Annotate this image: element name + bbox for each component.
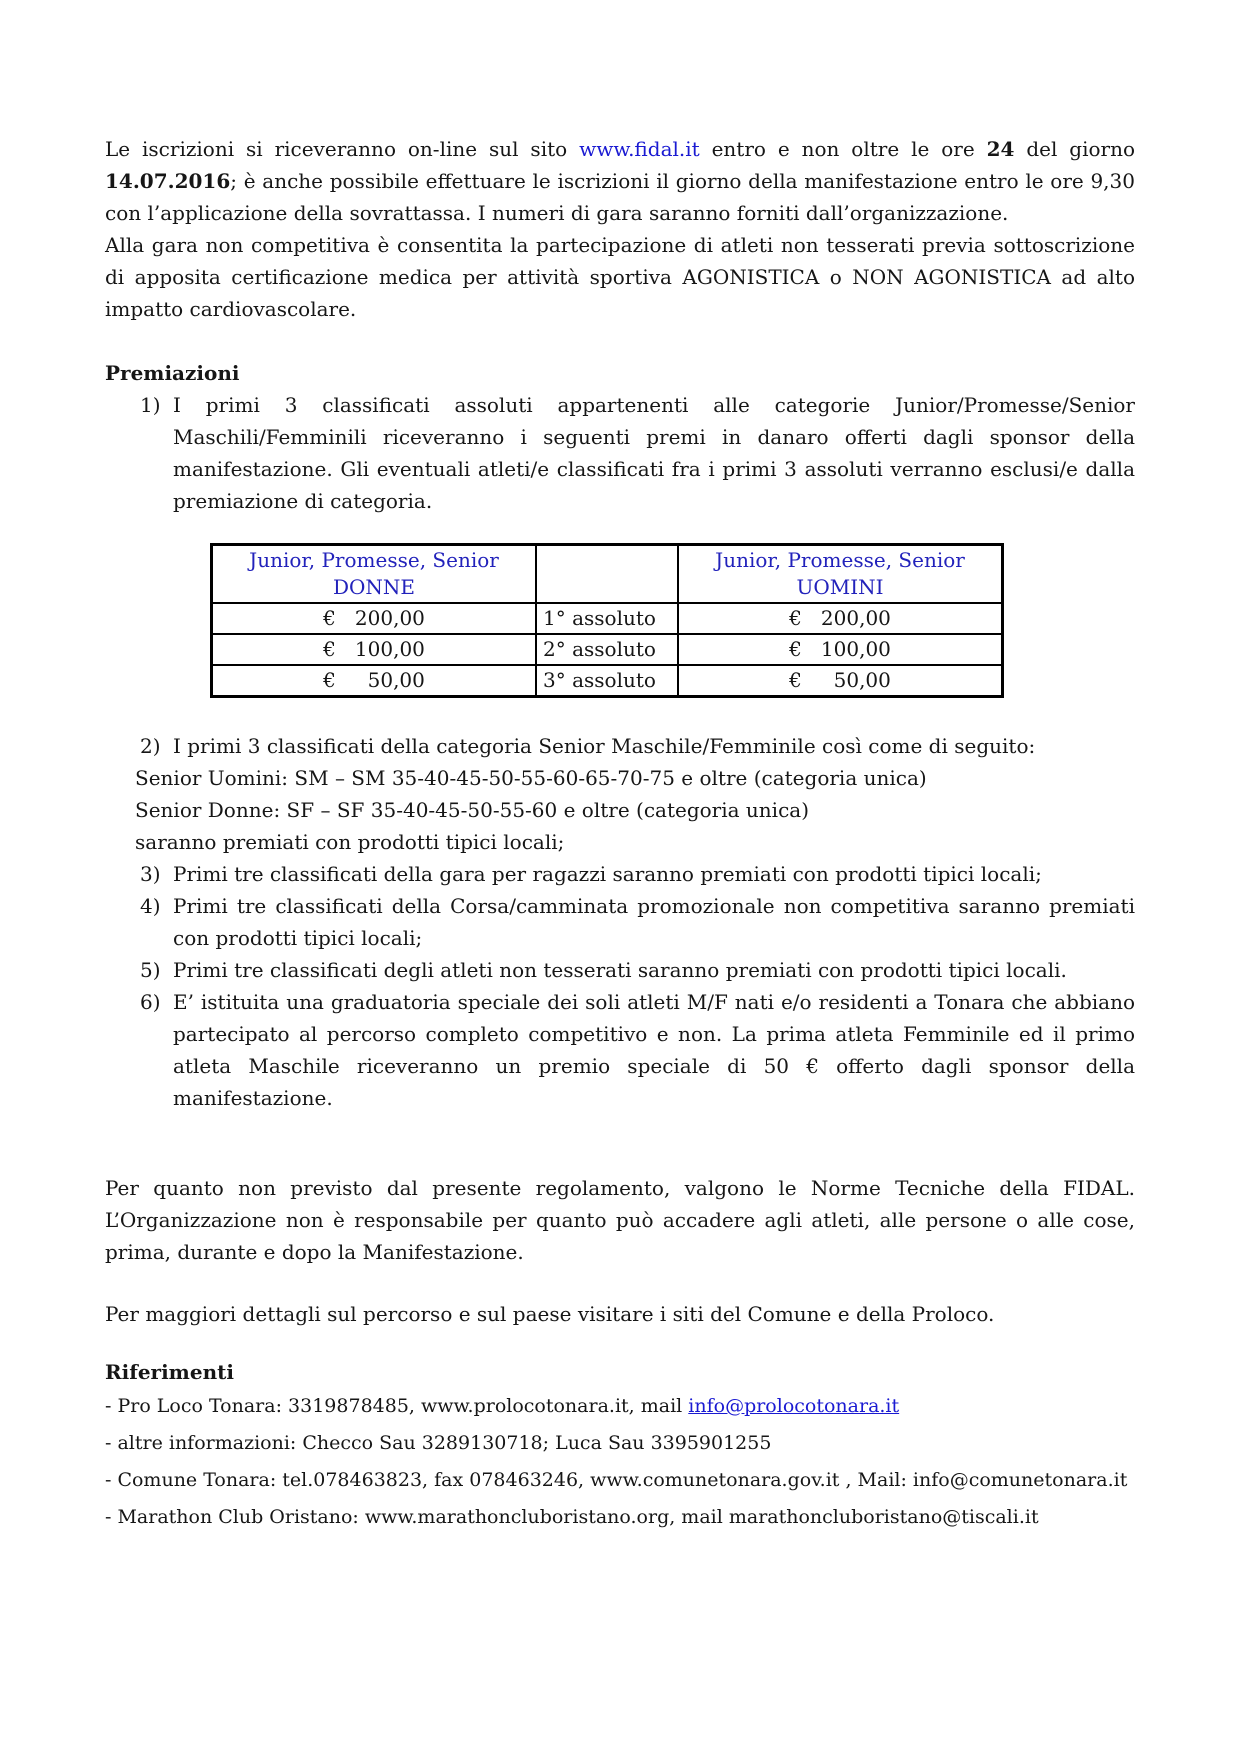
prize-header-donne-line1: Junior, Promesse, Senior xyxy=(249,548,499,572)
prize-uomini-second: € 100,00 xyxy=(678,634,1003,665)
list-item-1 xyxy=(105,389,1135,517)
prize-uomini-first: € 200,00 xyxy=(678,603,1003,634)
list-item-text: I primi 3 classificati assoluti appartenenti alle categorie Junior/Promesse/Senior Maschili/Femminili riceveranno i seguenti premi in danaro offerti dagli sponsor della manifestazione. Gli eventuali atleti/e classificati fra i primi 3 assoluti verranno esclusi/e dalla premiazione di categoria. xyxy=(173,393,1135,513)
ref-pro-loco-tonara xyxy=(105,1388,1135,1425)
list-item-2 xyxy=(105,730,1135,762)
prize-row-second xyxy=(212,634,1003,665)
intro-paragraph-noncompetitive: Alla gara non competitiva è consentita la partecipazione di atleti non tesserati previa sottoscrizione di apposita certificazione medica per attività sportiva AGONISTICA o NON AGONISTICA ad alto impatto cardiovascolare. xyxy=(105,233,1135,321)
list-item-text: E’ istituita una graduatoria speciale dei soli atleti M/F nati e/o residenti a Tonara che abbiano partecipato al percorso completo competitivo e non. La prima atleta Femminile ed il primo atleta Maschile riceveranno un premio speciale di 50 € offerto dagli sponsor della manifestazione. xyxy=(173,990,1135,1110)
list-item-number: 2) xyxy=(140,734,161,758)
senior-donne-categories: Senior Donne: SF – SF 35-40-45-50-55-60 e oltre (categoria unica) xyxy=(135,798,810,822)
more-details-paragraph: Per maggiori dettagli sul percorso e sul paese visitare i siti del Comune e della Proloco. xyxy=(105,1302,995,1326)
riferimenti-heading: Riferimenti xyxy=(105,1360,234,1384)
prize-uomini-third: € 50,00 xyxy=(678,665,1003,697)
prize-row-third xyxy=(212,665,1003,697)
prize-donne-third: € 50,00 xyxy=(212,665,537,697)
list-item-3 xyxy=(105,858,1135,890)
prize-position-first: 1° assoluto xyxy=(536,603,678,634)
intro-paragraph-registration xyxy=(105,133,1135,229)
intro-text: entro e non oltre le ore xyxy=(699,137,987,161)
ref-comune-tonara: - Comune Tonara: tel.078463823, fax 078463246, www.comunetonara.gov.it , Mail: info@comunetonara.it xyxy=(105,1469,1128,1491)
ref-marathon-club-oristano: - Marathon Club Oristano: www.marathoncluboristano.org, mail marathoncluboristano@tiscali.it xyxy=(105,1506,1039,1528)
list-item-5 xyxy=(105,954,1135,986)
ref-text: - Pro Loco Tonara: 3319878485, www.prolocotonara.it, mail xyxy=(105,1395,689,1417)
prize-header-donne xyxy=(212,545,537,604)
list-item-6 xyxy=(105,986,1135,1114)
riferimenti-list xyxy=(105,1388,1135,1536)
prize-table-header-row xyxy=(212,545,1003,604)
fidal-website-link[interactable]: www.fidal.it xyxy=(579,137,700,161)
intro-text: ; è anche possibile effettuare le iscrizioni il giorno della manifestazione entro le ore 9,30 con l’applicazione della sovrattassa. I numeri di gara saranno forniti dall’organizzazione. xyxy=(105,169,1135,225)
prize-row-first xyxy=(212,603,1003,634)
prize-header-uomini-line1: Junior, Promesse, Senior xyxy=(715,548,965,572)
list-item-text: Primi tre classificati degli atleti non tesserati saranno premiati con prodotti tipici locali. xyxy=(173,958,1067,982)
prize-header-donne-line2: DONNE xyxy=(332,575,416,599)
intro-text: Le iscrizioni si riceveranno on-line sul sito xyxy=(105,137,580,161)
prize-header-uomini xyxy=(678,545,1003,604)
fidal-rules-paragraph: Per quanto non previsto dal presente regolamento, valgono le Norme Tecniche della FIDAL. L’Organizzazione non è responsabile per quanto può accadere agli atleti, alle persone o alle cose, prima, durante e dopo la Manifestazione. xyxy=(105,1176,1135,1264)
senior-uomini-categories: Senior Uomini: SM – SM 35-40-45-50-55-60-65-70-75 e oltre (categoria unica) xyxy=(135,766,927,790)
list-item-text: I primi 3 classificati della categoria Senior Maschile/Femminile così come di seguito: xyxy=(173,734,1036,758)
prize-donne-first: € 200,00 xyxy=(212,603,537,634)
list-item-4 xyxy=(105,890,1135,954)
intro-section xyxy=(105,133,1135,325)
prize-position-third: 3° assoluto xyxy=(536,665,678,697)
deadline-hour: 24 xyxy=(986,137,1015,161)
prize-table xyxy=(210,543,1004,698)
list-item-number: 1) xyxy=(140,393,161,417)
prolocotonara-email-link[interactable]: info@prolocotonara.it xyxy=(688,1395,900,1417)
list-item-text: Primi tre classificati della Corsa/camminata promozionale non competitiva saranno premiati con prodotti tipici locali; xyxy=(173,894,1135,950)
list-item-number: 4) xyxy=(140,894,161,918)
list-item-number: 6) xyxy=(140,990,161,1014)
ref-altre-informazioni: - altre informazioni: Checco Sau 3289130718; Luca Sau 3395901255 xyxy=(105,1432,772,1454)
prize-donne-second: € 100,00 xyxy=(212,634,537,665)
list-item-number: 3) xyxy=(140,862,161,886)
prize-position-second: 2° assoluto xyxy=(536,634,678,665)
prize-header-empty xyxy=(536,545,678,604)
premiazioni-heading: Premiazioni xyxy=(105,361,240,385)
list-item-number: 5) xyxy=(140,958,161,982)
deadline-date: 14.07.2016 xyxy=(105,169,231,193)
list-item-text: Primi tre classificati della gara per ragazzi saranno premiati con prodotti tipici locali; xyxy=(173,862,1042,886)
prize-header-uomini-line2: UOMINI xyxy=(796,575,884,599)
senior-prizes-note: saranno premiati con prodotti tipici locali; xyxy=(135,830,565,854)
intro-text: del giorno xyxy=(1014,137,1135,161)
